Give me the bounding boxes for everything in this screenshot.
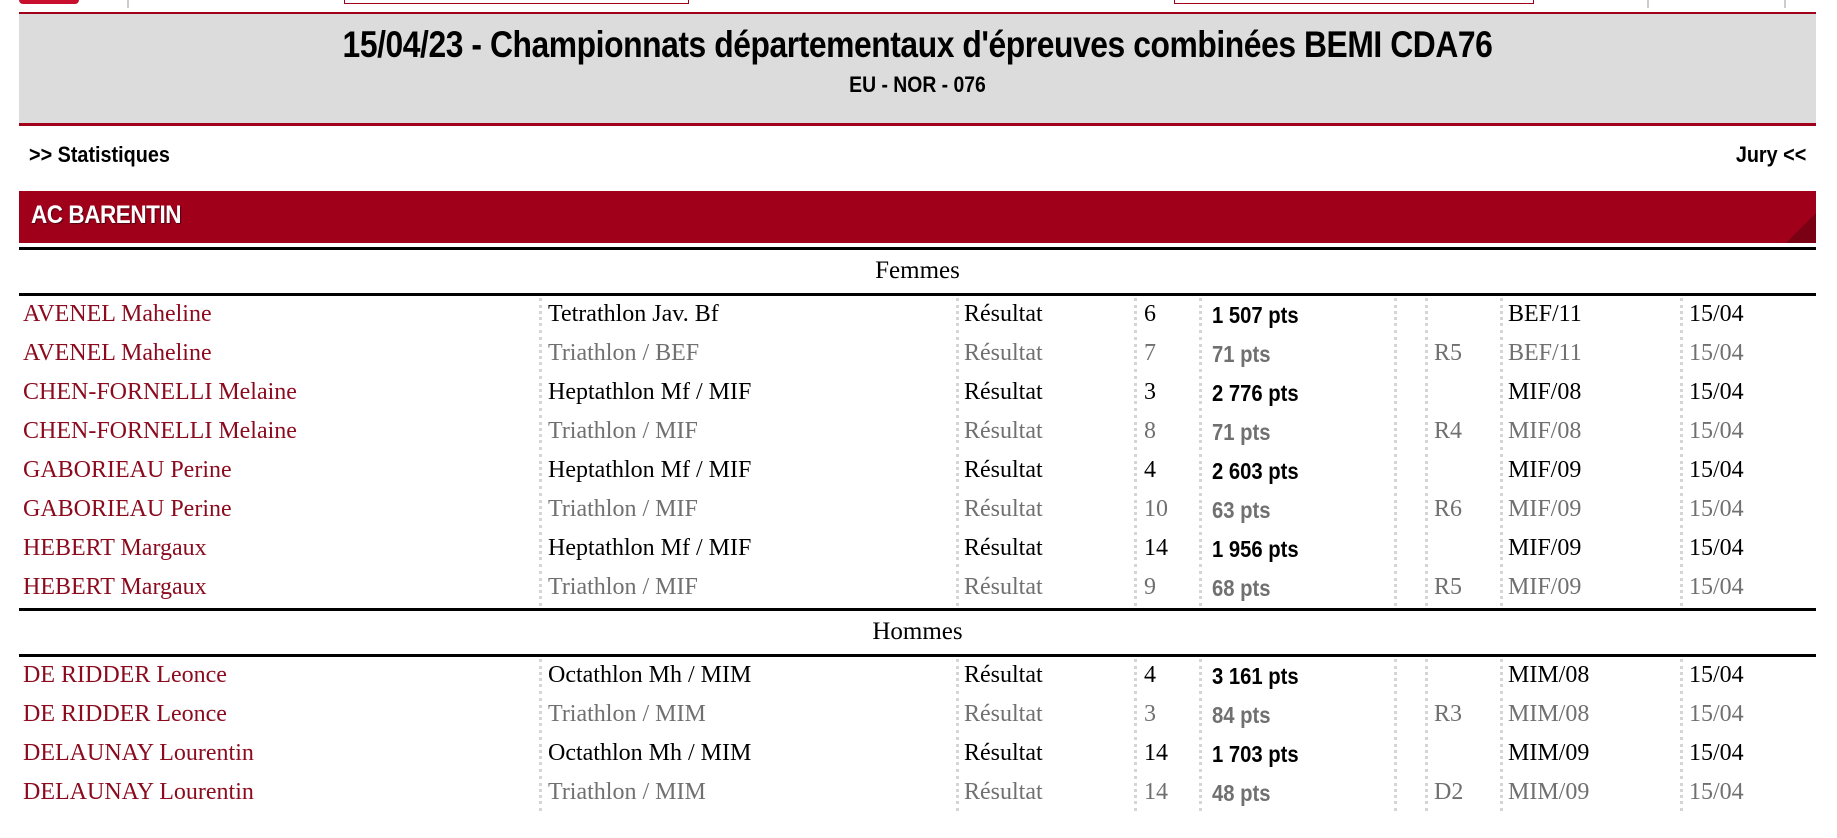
- result-label: Résultat: [964, 379, 1043, 405]
- result-label: Résultat: [964, 496, 1043, 522]
- result-label: Résultat: [964, 457, 1043, 483]
- club-name: AC BARENTIN: [31, 201, 182, 229]
- column-divider: [1394, 337, 1397, 372]
- category: MIM/08: [1508, 662, 1590, 688]
- place: 4: [1144, 457, 1156, 483]
- round: R5: [1434, 340, 1463, 366]
- place: 3: [1144, 701, 1156, 727]
- category: MIF/09: [1508, 496, 1582, 522]
- column-divider: [1394, 493, 1397, 528]
- place: 14: [1144, 740, 1168, 766]
- date: 15/04: [1689, 662, 1744, 688]
- column-divider: [1199, 571, 1202, 606]
- banner-corner-decoration: [1786, 213, 1816, 243]
- column-divider: [539, 337, 542, 372]
- column-divider: [539, 454, 542, 489]
- column-divider: [1134, 298, 1137, 333]
- event-name: Triathlon / MIF: [548, 418, 698, 444]
- place: 4: [1144, 662, 1156, 688]
- place: 3: [1144, 379, 1156, 405]
- column-divider: [1199, 659, 1202, 694]
- column-divider: [1680, 737, 1683, 772]
- athlete-name-link[interactable]: AVENEL Maheline: [23, 340, 212, 366]
- column-divider: [1680, 698, 1683, 733]
- nav-separator: [1647, 0, 1649, 8]
- top-nav-bar: [19, 0, 1816, 14]
- search-field-secondary[interactable]: [1174, 0, 1534, 4]
- result-label: Résultat: [964, 701, 1043, 727]
- sub-navigation: [19, 126, 1816, 191]
- athlete-name-link[interactable]: CHEN-FORNELLI Melaine: [23, 379, 297, 405]
- place: 9: [1144, 574, 1156, 600]
- place: 14: [1144, 779, 1168, 805]
- category: MIM/08: [1508, 701, 1590, 727]
- result-row: [19, 296, 1816, 335]
- round: R4: [1434, 418, 1463, 444]
- column-divider: [956, 571, 959, 606]
- competition-header: [19, 14, 1816, 126]
- column-divider: [1425, 493, 1428, 528]
- result-label: Résultat: [964, 301, 1043, 327]
- column-divider: [1500, 493, 1503, 528]
- column-divider: [1199, 737, 1202, 772]
- result-label: Résultat: [964, 418, 1043, 444]
- column-divider: [956, 776, 959, 811]
- place: 14: [1144, 535, 1168, 561]
- column-divider: [1500, 298, 1503, 333]
- category: MIM/09: [1508, 779, 1590, 805]
- column-divider: [539, 737, 542, 772]
- column-divider: [956, 376, 959, 411]
- section-header: Hommes: [19, 608, 1816, 657]
- result-row: [19, 491, 1816, 530]
- column-divider: [539, 776, 542, 811]
- date: 15/04: [1689, 301, 1744, 327]
- place: 10: [1144, 496, 1168, 522]
- column-divider: [1425, 698, 1428, 733]
- jury-link[interactable]: Jury <<: [1735, 142, 1806, 167]
- date: 15/04: [1689, 340, 1744, 366]
- column-divider: [1680, 415, 1683, 450]
- athlete-name-link[interactable]: HEBERT Margaux: [23, 535, 207, 561]
- points: 2 776 pts: [1212, 380, 1299, 406]
- column-divider: [956, 337, 959, 372]
- points: 68 pts: [1212, 575, 1271, 601]
- category: MIM/09: [1508, 740, 1590, 766]
- column-divider: [1500, 698, 1503, 733]
- column-divider: [539, 376, 542, 411]
- column-divider: [1500, 337, 1503, 372]
- place: 8: [1144, 418, 1156, 444]
- result-row: [19, 696, 1816, 735]
- column-divider: [539, 571, 542, 606]
- place: 7: [1144, 340, 1156, 366]
- category: MIF/09: [1508, 535, 1582, 561]
- column-divider: [1199, 337, 1202, 372]
- athlete-name-link[interactable]: HEBERT Margaux: [23, 574, 207, 600]
- column-divider: [1199, 698, 1202, 733]
- category: MIF/09: [1508, 574, 1582, 600]
- result-row: [19, 413, 1816, 452]
- statistics-link[interactable]: >> Statistiques: [29, 142, 170, 167]
- column-divider: [1394, 571, 1397, 606]
- column-divider: [1680, 298, 1683, 333]
- column-divider: [1425, 415, 1428, 450]
- column-divider: [539, 659, 542, 694]
- column-divider: [539, 415, 542, 450]
- column-divider: [539, 532, 542, 567]
- date: 15/04: [1689, 779, 1744, 805]
- event-name: Tetrathlon Jav. Bf: [548, 301, 719, 327]
- column-divider: [1394, 454, 1397, 489]
- column-divider: [1199, 376, 1202, 411]
- result-row: [19, 452, 1816, 491]
- athlete-name-link[interactable]: AVENEL Maheline: [23, 301, 212, 327]
- column-divider: [1134, 532, 1137, 567]
- athlete-name-link[interactable]: DELAUNAY Lourentin: [23, 779, 254, 805]
- column-divider: [1394, 532, 1397, 567]
- result-row: [19, 569, 1816, 608]
- column-divider: [1134, 454, 1137, 489]
- event-name: Octathlon Mh / MIM: [548, 740, 752, 766]
- points: 1 703 pts: [1212, 741, 1299, 767]
- result-row: [19, 735, 1816, 774]
- event-name: Triathlon / MIM: [548, 779, 706, 805]
- column-divider: [1500, 571, 1503, 606]
- column-divider: [956, 532, 959, 567]
- round: R6: [1434, 496, 1463, 522]
- category: MIF/09: [1508, 457, 1582, 483]
- column-divider: [956, 298, 959, 333]
- date: 15/04: [1689, 457, 1744, 483]
- column-divider: [1394, 776, 1397, 811]
- column-divider: [1134, 659, 1137, 694]
- column-divider: [1199, 415, 1202, 450]
- results-table: [19, 247, 1816, 813]
- results-page: [19, 0, 1816, 813]
- column-divider: [1425, 737, 1428, 772]
- column-divider: [1500, 454, 1503, 489]
- column-divider: [1680, 776, 1683, 811]
- event-name: Heptathlon Mf / MIF: [548, 379, 752, 405]
- column-divider: [539, 298, 542, 333]
- result-row: [19, 335, 1816, 374]
- column-divider: [1134, 337, 1137, 372]
- column-divider: [1425, 776, 1428, 811]
- column-divider: [1500, 415, 1503, 450]
- category: MIF/08: [1508, 418, 1582, 444]
- athlete-name-link[interactable]: DELAUNAY Lourentin: [23, 740, 254, 766]
- column-divider: [1680, 659, 1683, 694]
- event-name: Triathlon / BEF: [548, 340, 700, 366]
- column-divider: [1134, 571, 1137, 606]
- athlete-name-link[interactable]: GABORIEAU Perine: [23, 457, 232, 483]
- athlete-name-link[interactable]: DE RIDDER Leonce: [23, 662, 227, 688]
- competition-code: EU - NOR - 076: [849, 72, 986, 97]
- column-divider: [1394, 415, 1397, 450]
- event-name: Heptathlon Mf / MIF: [548, 457, 752, 483]
- date: 15/04: [1689, 701, 1744, 727]
- points: 3 161 pts: [1212, 663, 1299, 689]
- column-divider: [1425, 659, 1428, 694]
- athlete-name-link[interactable]: CHEN-FORNELLI Melaine: [23, 418, 297, 444]
- result-row: [19, 530, 1816, 569]
- nav-separator: [127, 0, 129, 8]
- date: 15/04: [1689, 740, 1744, 766]
- round: D2: [1434, 779, 1464, 805]
- column-divider: [1500, 776, 1503, 811]
- date: 15/04: [1689, 496, 1744, 522]
- result-label: Résultat: [964, 740, 1043, 766]
- column-divider: [1680, 376, 1683, 411]
- column-divider: [956, 454, 959, 489]
- result-label: Résultat: [964, 662, 1043, 688]
- points: 1 507 pts: [1212, 302, 1299, 328]
- column-divider: [956, 415, 959, 450]
- points: 48 pts: [1212, 780, 1271, 806]
- result-label: Résultat: [964, 779, 1043, 805]
- athlete-name-link[interactable]: GABORIEAU Perine: [23, 496, 232, 522]
- column-divider: [1134, 415, 1137, 450]
- column-divider: [1680, 337, 1683, 372]
- column-divider: [1425, 337, 1428, 372]
- column-divider: [1134, 737, 1137, 772]
- result-row: [19, 657, 1816, 696]
- date: 15/04: [1689, 535, 1744, 561]
- column-divider: [1680, 532, 1683, 567]
- column-divider: [1500, 376, 1503, 411]
- column-divider: [956, 737, 959, 772]
- date: 15/04: [1689, 418, 1744, 444]
- column-divider: [1425, 532, 1428, 567]
- result-label: Résultat: [964, 535, 1043, 561]
- event-name: Triathlon / MIM: [548, 701, 706, 727]
- column-divider: [1680, 454, 1683, 489]
- column-divider: [539, 493, 542, 528]
- column-divider: [1134, 376, 1137, 411]
- column-divider: [1425, 376, 1428, 411]
- result-row: [19, 774, 1816, 813]
- result-row: [19, 374, 1816, 413]
- points: 2 603 pts: [1212, 458, 1299, 484]
- points: 71 pts: [1212, 419, 1271, 445]
- column-divider: [1134, 776, 1137, 811]
- event-name: Octathlon Mh / MIM: [548, 662, 752, 688]
- column-divider: [1394, 376, 1397, 411]
- home-tab[interactable]: [19, 0, 79, 4]
- section-header: Femmes: [19, 247, 1816, 296]
- event-name: Triathlon / MIF: [548, 496, 698, 522]
- result-label: Résultat: [964, 574, 1043, 600]
- search-field[interactable]: [344, 0, 689, 4]
- column-divider: [956, 698, 959, 733]
- nav-separator: [1784, 0, 1786, 8]
- points: 84 pts: [1212, 702, 1271, 728]
- competition-title: 15/04/23 - Championnats départementaux d'épreuves combinées BEMI CDA76: [342, 24, 1493, 65]
- column-divider: [539, 698, 542, 733]
- column-divider: [1500, 532, 1503, 567]
- round: R5: [1434, 574, 1463, 600]
- column-divider: [1199, 493, 1202, 528]
- column-divider: [956, 493, 959, 528]
- event-name: Heptathlon Mf / MIF: [548, 535, 752, 561]
- event-name: Triathlon / MIF: [548, 574, 698, 600]
- column-divider: [1394, 698, 1397, 733]
- date: 15/04: [1689, 379, 1744, 405]
- date: 15/04: [1689, 574, 1744, 600]
- column-divider: [1425, 298, 1428, 333]
- column-divider: [1500, 737, 1503, 772]
- column-divider: [1394, 659, 1397, 694]
- points: 1 956 pts: [1212, 536, 1299, 562]
- column-divider: [1199, 776, 1202, 811]
- column-divider: [1680, 571, 1683, 606]
- column-divider: [1134, 493, 1137, 528]
- category: BEF/11: [1508, 340, 1582, 366]
- column-divider: [1394, 298, 1397, 333]
- points: 63 pts: [1212, 497, 1271, 523]
- club-banner: [19, 191, 1816, 243]
- category: MIF/08: [1508, 379, 1582, 405]
- athlete-name-link[interactable]: DE RIDDER Leonce: [23, 701, 227, 727]
- category: BEF/11: [1508, 301, 1582, 327]
- column-divider: [1199, 532, 1202, 567]
- column-divider: [1500, 659, 1503, 694]
- column-divider: [1425, 571, 1428, 606]
- points: 71 pts: [1212, 341, 1271, 367]
- column-divider: [1425, 454, 1428, 489]
- column-divider: [1199, 454, 1202, 489]
- column-divider: [956, 659, 959, 694]
- column-divider: [1134, 698, 1137, 733]
- round: R3: [1434, 701, 1463, 727]
- place: 6: [1144, 301, 1156, 327]
- column-divider: [1199, 298, 1202, 333]
- result-label: Résultat: [964, 340, 1043, 366]
- column-divider: [1680, 493, 1683, 528]
- column-divider: [1394, 737, 1397, 772]
